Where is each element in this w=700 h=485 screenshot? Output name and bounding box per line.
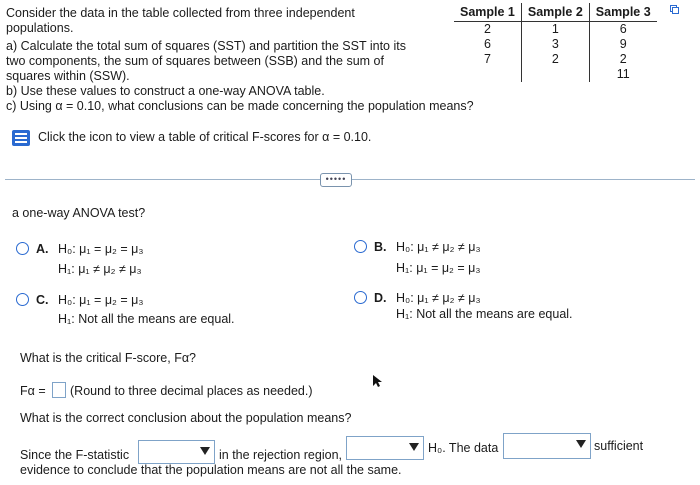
- option-c-h0: H₀: μ₁ = μ₂ = μ₃: [58, 293, 144, 307]
- dropdown-arrow-icon: [200, 447, 210, 455]
- option-a-h1: H₁: μ₁ ≠ μ₂ ≠ μ₃: [58, 262, 142, 276]
- table-cell: 7: [483, 52, 491, 66]
- table-header: Sample 2: [521, 3, 589, 22]
- option-d-radio[interactable]: [354, 291, 367, 304]
- option-a-letter: A.: [36, 242, 49, 256]
- table-icon[interactable]: [12, 130, 30, 146]
- table-row: [454, 67, 657, 82]
- table-row: [454, 37, 657, 52]
- intro-line: Consider the data in the table collected from three independent: [6, 6, 355, 20]
- option-b-h0: H₀: μ₁ ≠ μ₂ ≠ μ₃: [396, 240, 481, 254]
- option-a-radio[interactable]: [16, 242, 29, 255]
- table-cell: 2: [483, 22, 491, 36]
- table-cell: 11: [589, 67, 656, 82]
- reject-decision-dropdown[interactable]: [346, 436, 424, 460]
- table-cell: [454, 67, 521, 82]
- problem-statement: [6, 6, 474, 114]
- option-c-letter: C.: [36, 293, 49, 307]
- option-c-h1: H₁: Not all the means are equal.: [58, 312, 235, 326]
- conclusion-text-5: evidence to conclude that the population means are not all the same.: [20, 463, 402, 477]
- intro-line: squares within (SSW).: [6, 69, 130, 83]
- option-d-h0: H₀: μ₁ ≠ μ₂ ≠ μ₃: [396, 291, 481, 305]
- critical-f-input[interactable]: [52, 382, 66, 398]
- hypothesis-question: a one-way ANOVA test?: [12, 206, 146, 220]
- option-b-letter: B.: [374, 240, 387, 254]
- option-a-h0: H₀: μ₁ = μ₂ = μ₃: [58, 242, 144, 256]
- conclusion-text-2: in the rejection region,: [219, 448, 342, 462]
- table-cell: 1: [521, 22, 589, 38]
- table-cell: [521, 67, 589, 82]
- mouse-cursor-icon: [372, 374, 384, 388]
- sample-data-table: [454, 3, 657, 82]
- intro-line: two components, the sum of squares between (SSB) and the sum of: [6, 54, 384, 68]
- option-d-letter: D.: [374, 291, 387, 305]
- critical-f-question: What is the critical F-score, Fα?: [20, 351, 197, 365]
- intro-line: populations.: [6, 21, 74, 35]
- intro-line: b) Use these values to construct a one-way ANOVA table.: [6, 84, 325, 98]
- expand-more-button[interactable]: •••••: [320, 173, 352, 187]
- rounding-hint: (Round to three decimal places as needed.): [70, 384, 313, 398]
- evidence-dropdown[interactable]: [503, 433, 591, 459]
- table-cell: 2: [589, 52, 656, 67]
- conclusion-text-1: Since the F-statistic: [20, 448, 130, 462]
- table-cell: 3: [521, 37, 589, 52]
- option-c-radio[interactable]: [16, 293, 29, 306]
- conclusion-text-4: sufficient: [594, 439, 644, 453]
- intro-line: a) Calculate the total sum of squares (SST) and partition the SST into its: [6, 39, 406, 53]
- critical-f-prefix: Fα =: [20, 384, 46, 398]
- option-d-h1: H₁: Not all the means are equal.: [396, 307, 573, 321]
- f-statistic-dropdown[interactable]: [138, 440, 215, 464]
- table-header: Sample 1: [454, 3, 521, 22]
- table-cell: 2: [521, 52, 589, 67]
- table-cell: 9: [589, 37, 656, 52]
- dropdown-arrow-icon: [576, 440, 586, 448]
- table-header: Sample 3: [589, 3, 656, 22]
- critical-f-table-link[interactable]: Click the icon to view a table of critical F-scores for α = 0.10.: [38, 130, 372, 144]
- table-cell: 6: [483, 37, 491, 51]
- conclusion-question: What is the correct conclusion about the population means?: [20, 411, 352, 425]
- copy-icon[interactable]: [670, 5, 679, 14]
- dropdown-arrow-icon: [409, 443, 419, 451]
- option-b-h1: H₁: μ₁ = μ₂ = μ₃: [396, 261, 481, 275]
- intro-line: c) Using α = 0.10, what conclusions can be made concerning the population means?: [6, 99, 474, 113]
- table-row: [454, 52, 657, 67]
- option-b-radio[interactable]: [354, 240, 367, 253]
- conclusion-text-3: H₀. The data: [428, 441, 499, 455]
- table-cell: 6: [589, 22, 656, 38]
- table-row: [454, 22, 657, 38]
